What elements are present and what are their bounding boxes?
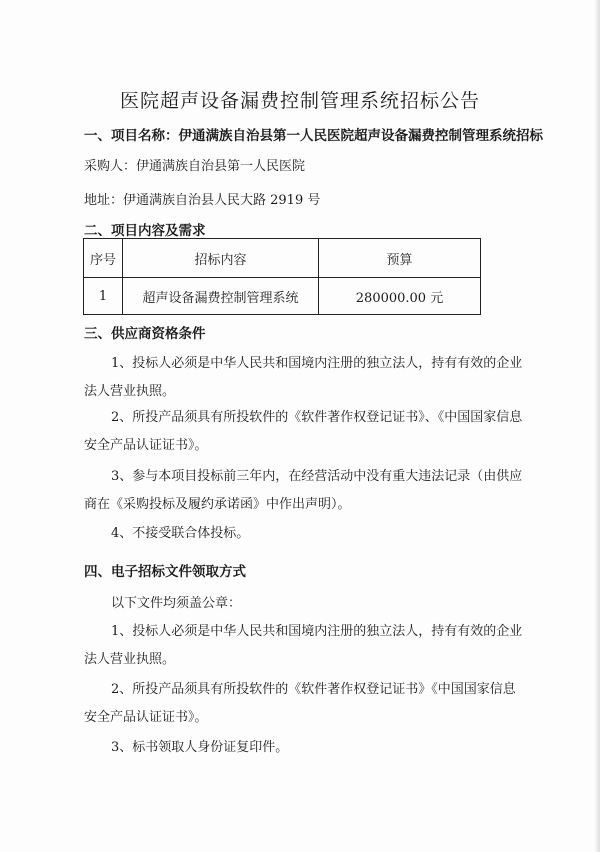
section4-item-1: 1、投标人必须是中华人民共和国境内注册的独立法人，持有有效的企业法人营业执照。 <box>84 624 523 667</box>
section3-item-2: 2、所投产品须具有所投软件的《软件著作权登记证书》、《中国国家信息安全产品认证证书》。 <box>84 410 523 453</box>
section1-heading: 一、项目名称：伊通满族自治县第一人民医院超声设备漏费控制管理系统招标 <box>84 128 543 144</box>
section3-item-3: 3、参与本项目投标前三年内，在经营活动中没有重大违法记录（由供应商在《采购投标及履约承诺函》中作出声明）。 <box>84 469 523 512</box>
section3-heading: 三、供应商资格条件 <box>84 326 206 342</box>
section3-item-1: 1、投标人必须是中华人民共和国境内注册的独立法人，持有有效的企业法人营业执照。 <box>84 356 523 399</box>
header-budget: 预算 <box>319 239 481 278</box>
section2-heading: 二、项目内容及需求 <box>84 223 206 239</box>
document-title: 医院超声设备漏费控制管理系统招标公告 <box>119 90 480 112</box>
scan-edge-shadow <box>594 0 600 852</box>
table-header-row <box>84 239 481 278</box>
section4-item-2: 2、所投产品须具有所投软件的《软件著作权登记证书》《中国国家信息安全产品认证证书》。 <box>84 682 516 725</box>
table-row <box>84 278 481 315</box>
bid-table <box>83 238 481 315</box>
section3-item-4: 4、不接受联合体投标。 <box>111 526 250 541</box>
row-index: 1 <box>84 278 123 315</box>
row-budget: 280000.00 元 <box>319 278 481 315</box>
address-line: 地址：伊通满族自治县人民大路 2919 号 <box>84 193 321 208</box>
header-content: 招标内容 <box>123 239 319 278</box>
row-content: 超声设备漏费控制管理系统 <box>123 278 319 315</box>
section4-intro: 以下文件均须盖公章： <box>111 596 242 611</box>
section4-item-3: 3、标书领取人身份证复印件。 <box>111 740 289 755</box>
header-index: 序号 <box>84 239 123 278</box>
purchaser-line: 采购人：伊通满族自治县第一人民医院 <box>84 159 306 174</box>
section4-heading: 四、电子招标文件领取方式 <box>84 564 246 580</box>
